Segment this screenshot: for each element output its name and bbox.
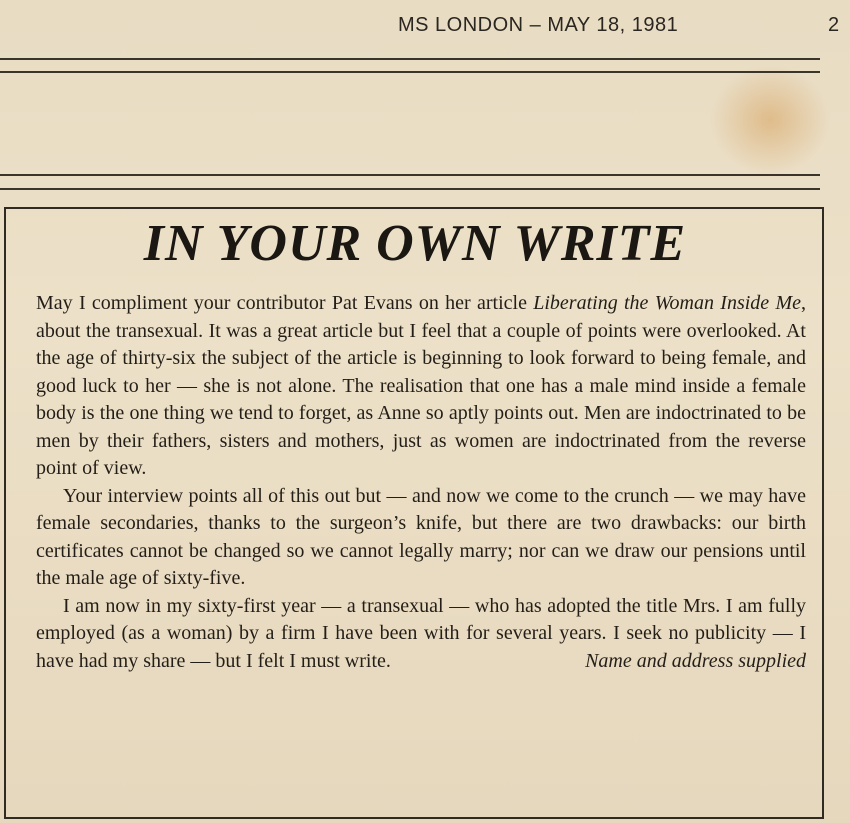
letter-body <box>36 290 806 675</box>
section-rule-bottom <box>0 188 820 190</box>
p1-rest: , about the transexual. It was a great article but I feel that a couple of points were overlooked. At the age of thirty-six the subject of the article is beginning to look forward to being female, and good luck to her — she is not alone. The realisation that one has a male mind inside a female body is the one thing we tend to forget, as Anne so aptly points out. Men are indoctrinated to be men by their fathers, sisters and mothers, just as women are indoctrinated from the reverse point of view. <box>36 292 806 479</box>
header-rule-top <box>0 58 820 60</box>
paragraph-1 <box>36 290 806 483</box>
paragraph-2: Your interview points all of this out but — and now we come to the crunch — we may have female secondaries, thanks to the surgeon’s knife, but there are two drawbacks: our birth certificates cannot be changed so we cannot legally marry; nor can we draw our pensions until the male age of sixty-five. <box>36 484 806 589</box>
header-rule-bottom <box>0 71 820 73</box>
publication-header: MS LONDON – MAY 18, 1981 <box>398 14 679 36</box>
page-number: 2 <box>828 14 840 36</box>
article-title: IN YOUR OWN WRITE <box>143 215 687 272</box>
p3-text: I am now in my sixty-first year — a transexual — who has adopted the title Mrs. I am fully employed (as a woman) by a firm I have been with for several years. I seek no publicity — I have had my share — but I felt I must write. <box>36 594 806 672</box>
p1-start: May I compliment your contributor Pat Evans on her article <box>36 292 534 314</box>
article-reference: Liberating the Woman Inside Me <box>533 292 801 314</box>
signature: Name and address supplied <box>585 649 806 672</box>
section-rule-top <box>0 174 820 176</box>
paragraph-3 <box>36 593 806 676</box>
